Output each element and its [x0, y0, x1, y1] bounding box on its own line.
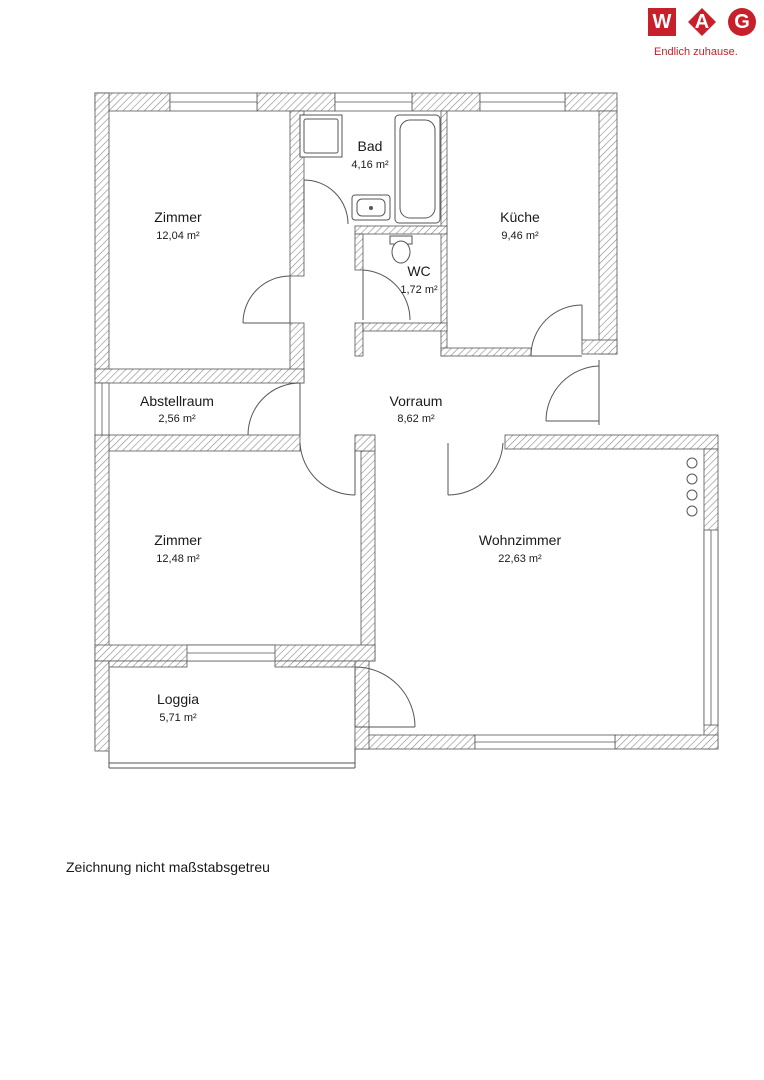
- wall-wc-left-low: [355, 323, 363, 356]
- logo-letter-a: A: [694, 11, 710, 33]
- wall-zimmer1-bottom: [95, 369, 304, 383]
- room-area-zimmer1: 12,04 m²: [156, 230, 200, 242]
- wall-top-right: [565, 93, 617, 111]
- toilet-bowl: [392, 241, 410, 263]
- room-area-wc: 1,72 m²: [400, 284, 438, 296]
- wall-top-mid1: [257, 93, 335, 111]
- wall-left-upper: [95, 93, 109, 383]
- logo-letter-w: W: [652, 11, 672, 33]
- wall-wc-left: [355, 234, 363, 270]
- wall-loggia-top: [109, 661, 187, 667]
- wall-loggia-left: [95, 661, 109, 751]
- room-area-vorraum: 8,62 m²: [397, 413, 435, 425]
- room-area-loggia: 5,71 m²: [159, 712, 197, 724]
- room-area-bad: 4,16 m²: [351, 159, 389, 171]
- room-name-wc: WC: [407, 263, 431, 279]
- room-name-zimmer2: Zimmer: [154, 532, 202, 548]
- wall-loggia-top-r: [275, 661, 355, 667]
- room-name-loggia: Loggia: [156, 691, 200, 707]
- wall-right-kitchen-foot: [582, 340, 617, 354]
- vent-circle: [687, 458, 697, 468]
- wall-wohn-bottom-right: [615, 735, 718, 749]
- room-name-vorraum: Vorraum: [389, 393, 443, 409]
- wall-abstell-bottom: [95, 435, 300, 451]
- room-name-zimmer1: Zimmer: [154, 209, 202, 225]
- scale-note: Zeichnung nicht maßstabsgetreu: [66, 859, 270, 875]
- room-name-kueche: Küche: [500, 209, 540, 225]
- room-name-abstellraum: Abstellraum: [140, 393, 214, 409]
- wall-wohn-left-low: [355, 661, 369, 749]
- wall-top-mid2: [412, 93, 480, 111]
- wall-wohn-bottom: [355, 735, 475, 749]
- wall-wc-bottom: [363, 323, 447, 331]
- brand-tagline: Endlich zuhause.: [654, 46, 738, 58]
- wall-wohn-top: [505, 435, 718, 449]
- wall-bad-bottom: [355, 226, 447, 234]
- wall-kitchen-bottom: [441, 348, 531, 356]
- room-name-wohnzimmer: Wohnzimmer: [478, 532, 562, 548]
- wall-zimmer2-right: [361, 451, 375, 661]
- wall-right-kitchen: [599, 111, 617, 354]
- logo-letter-g: G: [734, 11, 750, 33]
- room-name-bad: Bad: [357, 138, 383, 154]
- room-area-wohnzimmer: 22,63 m²: [498, 553, 542, 565]
- room-area-zimmer2: 12,48 m²: [156, 553, 200, 565]
- room-area-abstellraum: 2,56 m²: [158, 413, 196, 425]
- wall-zimmer2-top-right: [355, 435, 375, 451]
- room-area-kueche: 9,46 m²: [501, 230, 539, 242]
